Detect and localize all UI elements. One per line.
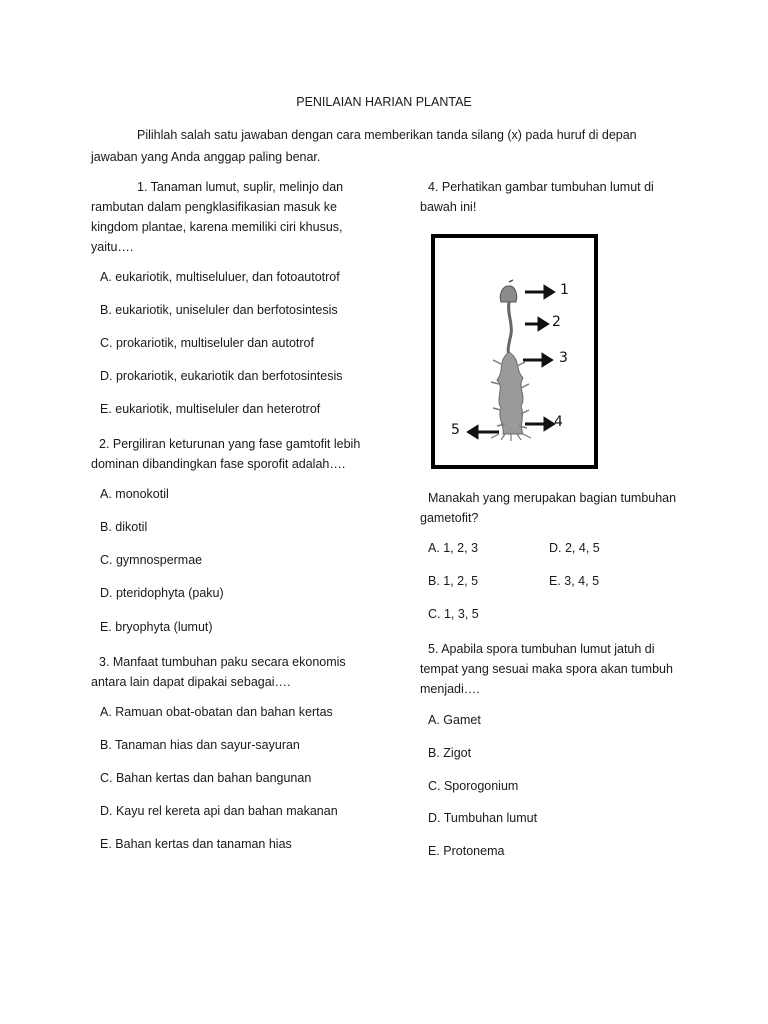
question-4-prompt: Manakah yang merupakan bagian tumbuhan gametofit? xyxy=(420,491,677,525)
q1-option-b[interactable]: B. eukariotik, uniseluler dan berfotosintesis xyxy=(100,303,338,317)
q1-option-d[interactable]: D. prokariotik, eukariotik dan berfotosintesis xyxy=(100,369,343,383)
figure-label-1: 1 xyxy=(560,282,569,298)
q5-option-b[interactable]: B. Zigot xyxy=(428,746,472,760)
figure-label-2: 2 xyxy=(552,314,561,330)
q5-option-e[interactable]: E. Protonema xyxy=(428,844,505,858)
figure-label-3: 3 xyxy=(559,350,568,366)
q2-option-c[interactable]: C. gymnospermae xyxy=(100,553,203,567)
q1-option-e[interactable]: E. eukariotik, multiseluler dan heterotrof xyxy=(100,402,321,416)
q1-option-a[interactable]: A. eukariotik, multiseluluer, dan fotoautotrof xyxy=(100,270,340,284)
q2-option-d[interactable]: D. pteridophyta (paku) xyxy=(100,586,224,600)
figure-label-4: 4 xyxy=(554,414,563,430)
page-title: PENILAIAN HARIAN PLANTAE xyxy=(296,95,472,109)
instructions: Pilihlah salah satu jawaban dengan cara memberikan tanda silang (x) pada huruf di depan jawaban yang Anda anggap paling benar. xyxy=(91,128,637,164)
q3-option-a[interactable]: A. Ramuan obat-obatan dan bahan kertas xyxy=(100,705,333,719)
q2-option-e[interactable]: E. bryophyta (lumut) xyxy=(100,620,213,634)
figure-label-5: 5 xyxy=(451,422,460,438)
question-4-text: 4. Perhatikan gambar tumbuhan lumut di bawah ini! xyxy=(420,180,654,214)
q2-option-b[interactable]: B. dikotil xyxy=(100,520,148,534)
q4-option-a[interactable]: A. 1, 2, 3 xyxy=(428,541,479,555)
q5-option-d[interactable]: D. Tumbuhan lumut xyxy=(428,811,538,825)
question-5-text: 5. Apabila spora tumbuhan lumut jatuh di tempat yang sesuai maka spora akan tumbuh menjadi…. xyxy=(420,642,673,696)
q1-option-c[interactable]: C. prokariotik, multiseluler dan autotrof xyxy=(100,336,314,350)
moss-figure xyxy=(431,234,598,469)
q5-option-a[interactable]: A. Gamet xyxy=(428,713,481,727)
q4-option-e[interactable]: E. 3, 4, 5 xyxy=(549,574,600,588)
q4-option-b[interactable]: B. 1, 2, 5 xyxy=(428,574,479,588)
q4-option-c[interactable]: C. 1, 3, 5 xyxy=(428,607,479,621)
q3-option-d[interactable]: D. Kayu rel kereta api dan bahan makanan xyxy=(100,804,338,818)
question-1-text: 1. Tanaman lumut, suplir, melinjo dan rambutan dalam pengklasifikasian masuk ke kingdom plantae, karena memiliki ciri khusus, yaitu…. xyxy=(91,180,344,254)
question-3-text: 3. Manfaat tumbuhan paku secara ekonomis antara lain dapat dipakai sebagai…. xyxy=(91,655,346,689)
q4-option-d[interactable]: D. 2, 4, 5 xyxy=(549,541,600,555)
q3-option-b[interactable]: B. Tanaman hias dan sayur-sayuran xyxy=(100,738,300,752)
q2-option-a[interactable]: A. monokotil xyxy=(100,487,169,501)
q3-option-c[interactable]: C. Bahan kertas dan bahan bangunan xyxy=(100,771,312,785)
q5-option-c[interactable]: C. Sporogonium xyxy=(428,779,519,793)
q3-option-e[interactable]: E. Bahan kertas dan tanaman hias xyxy=(100,837,292,851)
question-2-text: 2. Pergiliran keturunan yang fase gamtofit lebih dominan dibandingkan fase sporofit adalah…. xyxy=(91,437,361,471)
